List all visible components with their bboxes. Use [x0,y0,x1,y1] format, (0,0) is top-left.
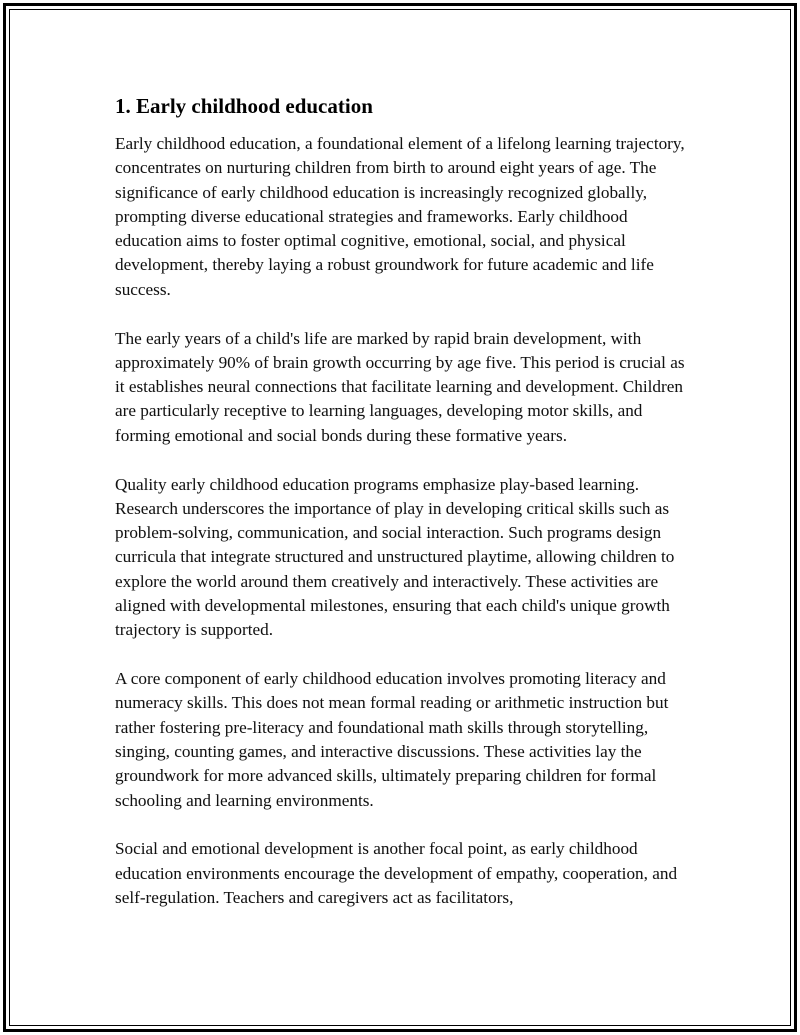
paragraph-play-based-learning: Quality early childhood education programs emphasize play-based learning. Research underscores the importance of play in developing critical skills such as problem-solving, communication, and social interaction. Such programs design curricula that integrate structured and unstructured playtime, allowing children to explore the world around them creatively and interactively. These activities are aligned with developmental milestones, ensuring that each child's unique growth trajectory is supported. [115,474,675,640]
section-heading: 1. Early childhood education [115,94,373,118]
document-body [115,92,695,935]
paragraph-intro: Early childhood education, a foundational element of a lifelong learning trajectory, concentrates on nurturing children from birth to around eight years of age. The significance of early childhood education is increasingly recognized globally, prompting diverse educational strategies and frameworks. Early childhood education aims to foster optimal cognitive, emotional, social, and physical development, thereby laying a robust groundwork for future academic and life success. [115,134,685,299]
paragraph-brain-development: The early years of a child's life are marked by rapid brain development, with approximately 90% of brain growth occurring by age five. This period is crucial as it establishes neural connections that facilitate learning and development. Children are particularly receptive to learning languages, developing motor skills, and forming emotional and social bonds during these formative years. [115,328,685,445]
paragraph-literacy-numeracy: A core component of early childhood education involves promoting literacy and numeracy skills. This does not mean formal reading or arithmetic instruction but rather fostering pre-literacy and foundational math skills through storytelling, singing, counting games, and interactive discussions. These activities lay the groundwork for more advanced skills, ultimately preparing children for formal schooling and learning environments. [115,669,669,810]
paragraph-social-emotional: Social and emotional development is another focal point, as early childhood education environments encourage the development of empathy, cooperation, and self-regulation. Teachers and caregivers act as facilitators, [115,839,678,908]
